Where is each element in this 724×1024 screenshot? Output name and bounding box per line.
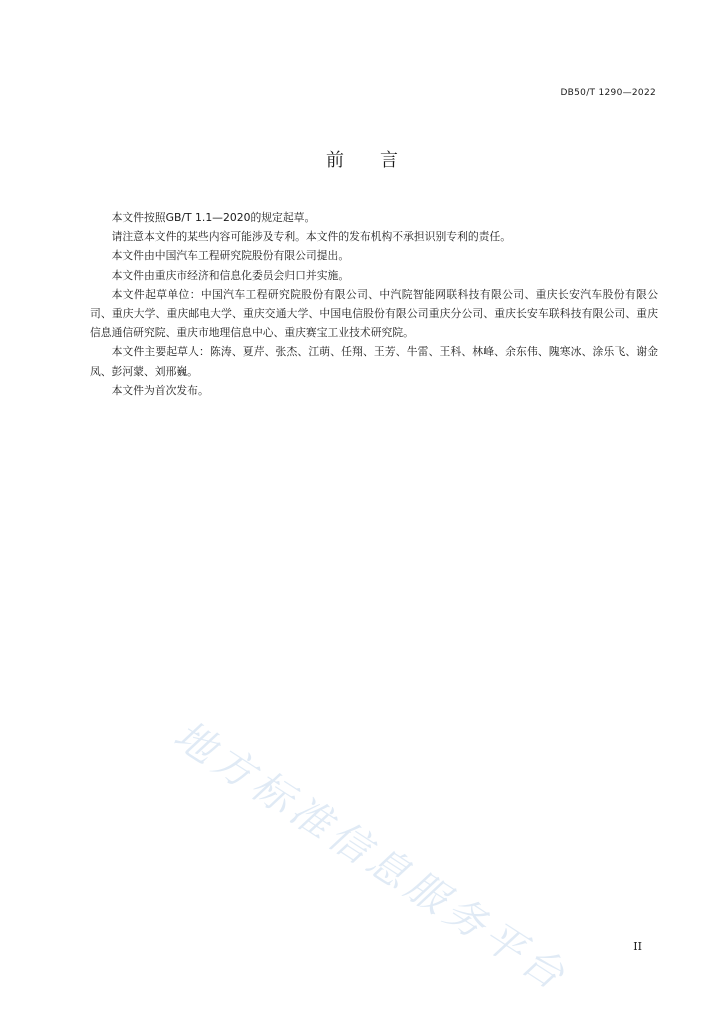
- page-number: II: [633, 940, 642, 953]
- paragraph-patent-notice: 请注意本文件的某些内容可能涉及专利。本文件的发布机构不承担识别专利的责任。: [111, 230, 512, 244]
- page-title: 前言: [326, 150, 434, 171]
- paragraph-proposer: 本文件由中国汽车工程研究院股份有限公司提出。: [111, 249, 350, 263]
- paragraph-administrator: 本文件由重庆市经济和信息化委员会归口并实施。: [111, 268, 350, 282]
- paragraph-first-release: 本文件为首次发布。: [111, 383, 209, 397]
- paragraph-drafters: 本文件主要起草人：陈涛、夏芹、张杰、江萌、任翔、王芳、牛雷、王科、林峰、余东伟、隗寒冰、涂乐飞、谢金凤、彭河蒙、刘邢巍。: [90, 345, 658, 378]
- standard-code: DB50/T 1290—2022: [560, 88, 656, 98]
- paragraph-drafting-rules: 本文件按照GB/T 1.1—2020的规定起草。: [111, 211, 316, 224]
- watermark: 地方标准信息服务平台: [165, 712, 577, 1002]
- paragraph-drafting-units: 本文件起草单位：中国汽车工程研究院股份有限公司、中汽院智能网联科技有限公司、重庆长安汽车股份有限公司、重庆大学、重庆邮电大学、重庆交通大学、中国电信股份有限公司重庆分公司、重庆长安车联科技有限公司、重庆信息通信研究院、重庆市地理信息中心、重庆赛宝工业技术研究院。: [90, 287, 658, 340]
- preface-body: [90, 208, 658, 400]
